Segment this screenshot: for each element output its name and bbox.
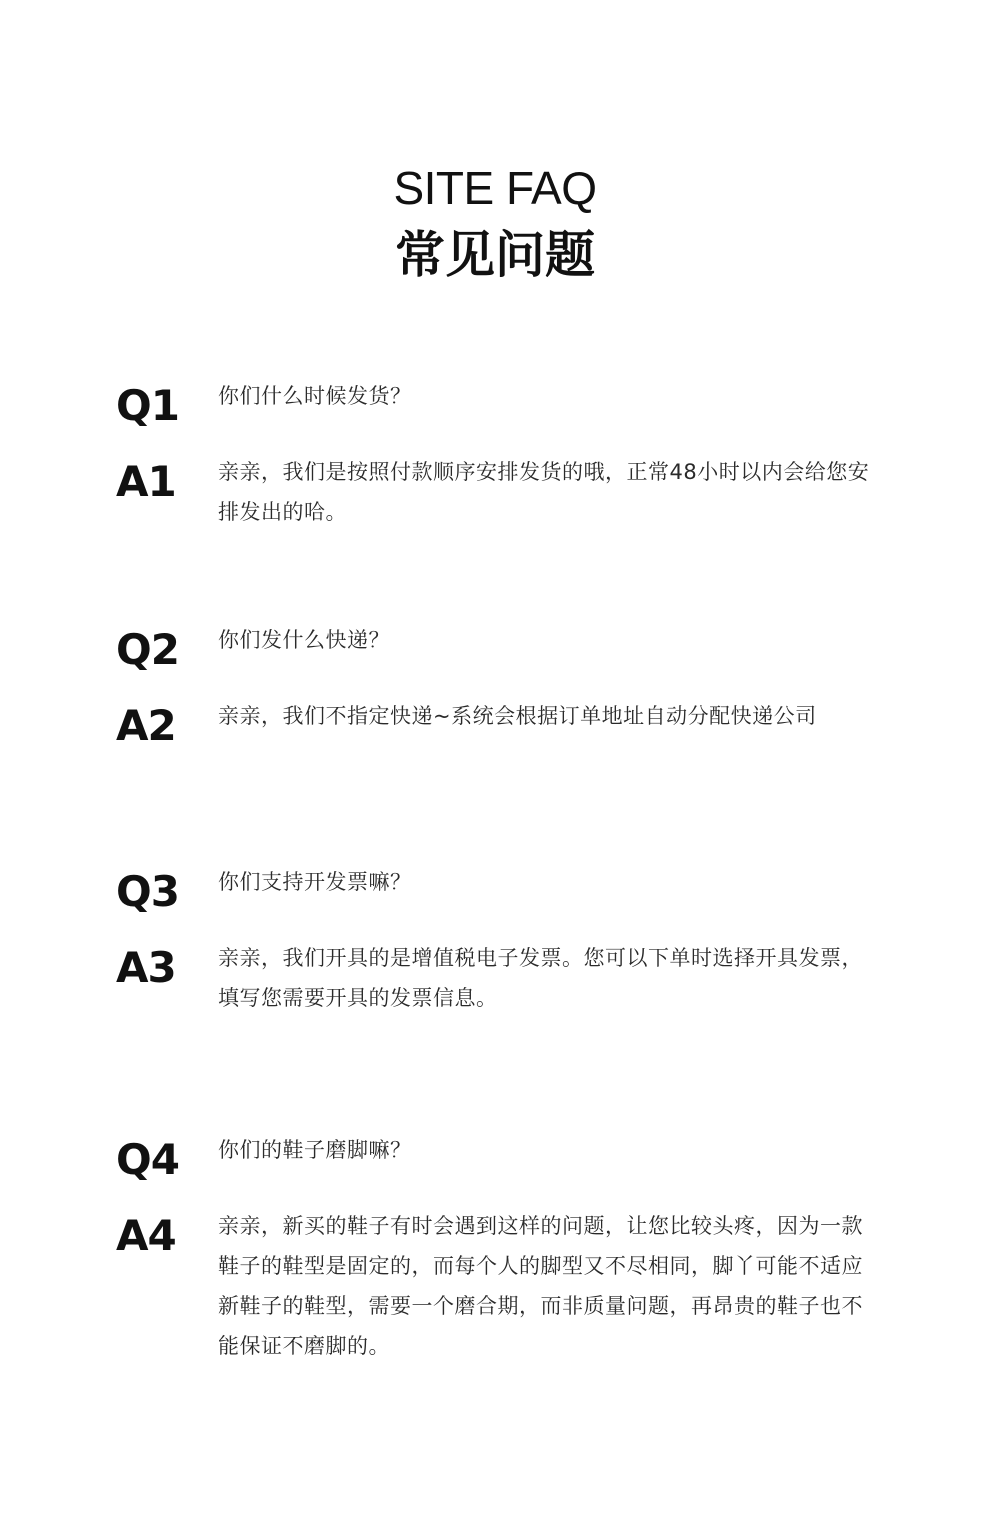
answer-text: 亲亲，我们开具的是增值税电子发票。您可以下单时选择开具发票，填写您需要开具的发票信息。 [218,946,863,1010]
answer-text: 亲亲，我们是按照付款顺序安排发货的哦，正常48小时以内会给您安排发出的哈。 [218,460,870,524]
question-label: Q3 [116,867,179,916]
answer-text: 亲亲，新买的鞋子有时会遇到这样的问题，让您比较头疼，因为一款鞋子的鞋型是固定的，而每个人的脚型又不尽相同，脚丫可能不适应新鞋子的鞋型，需要一个磨合期，而非质量问题，再昂贵的鞋子也不能保证不磨脚的。 [218,1214,863,1358]
question-label: Q4 [116,1135,179,1184]
answer-label: A4 [116,1211,176,1260]
question-text: 你们的鞋子磨脚嘛？ [218,1138,412,1162]
page-title-en: SITE FAQ [393,162,597,214]
question-text: 你们什么时候发货？ [218,384,412,408]
question-text: 你们支持开发票嘛？ [218,870,412,894]
page-title-cn: 常见问题 [395,226,595,284]
answer-label: A3 [116,943,176,992]
answer-text: 亲亲，我们不指定快递~系统会根据订单地址自动分配快递公司 [218,704,817,728]
answer-label: A2 [116,701,176,750]
answer-label: A1 [116,457,176,506]
question-label: Q2 [116,625,179,674]
question-text: 你们发什么快递？ [218,628,390,652]
question-label: Q1 [116,381,179,430]
page-header [0,160,990,290]
